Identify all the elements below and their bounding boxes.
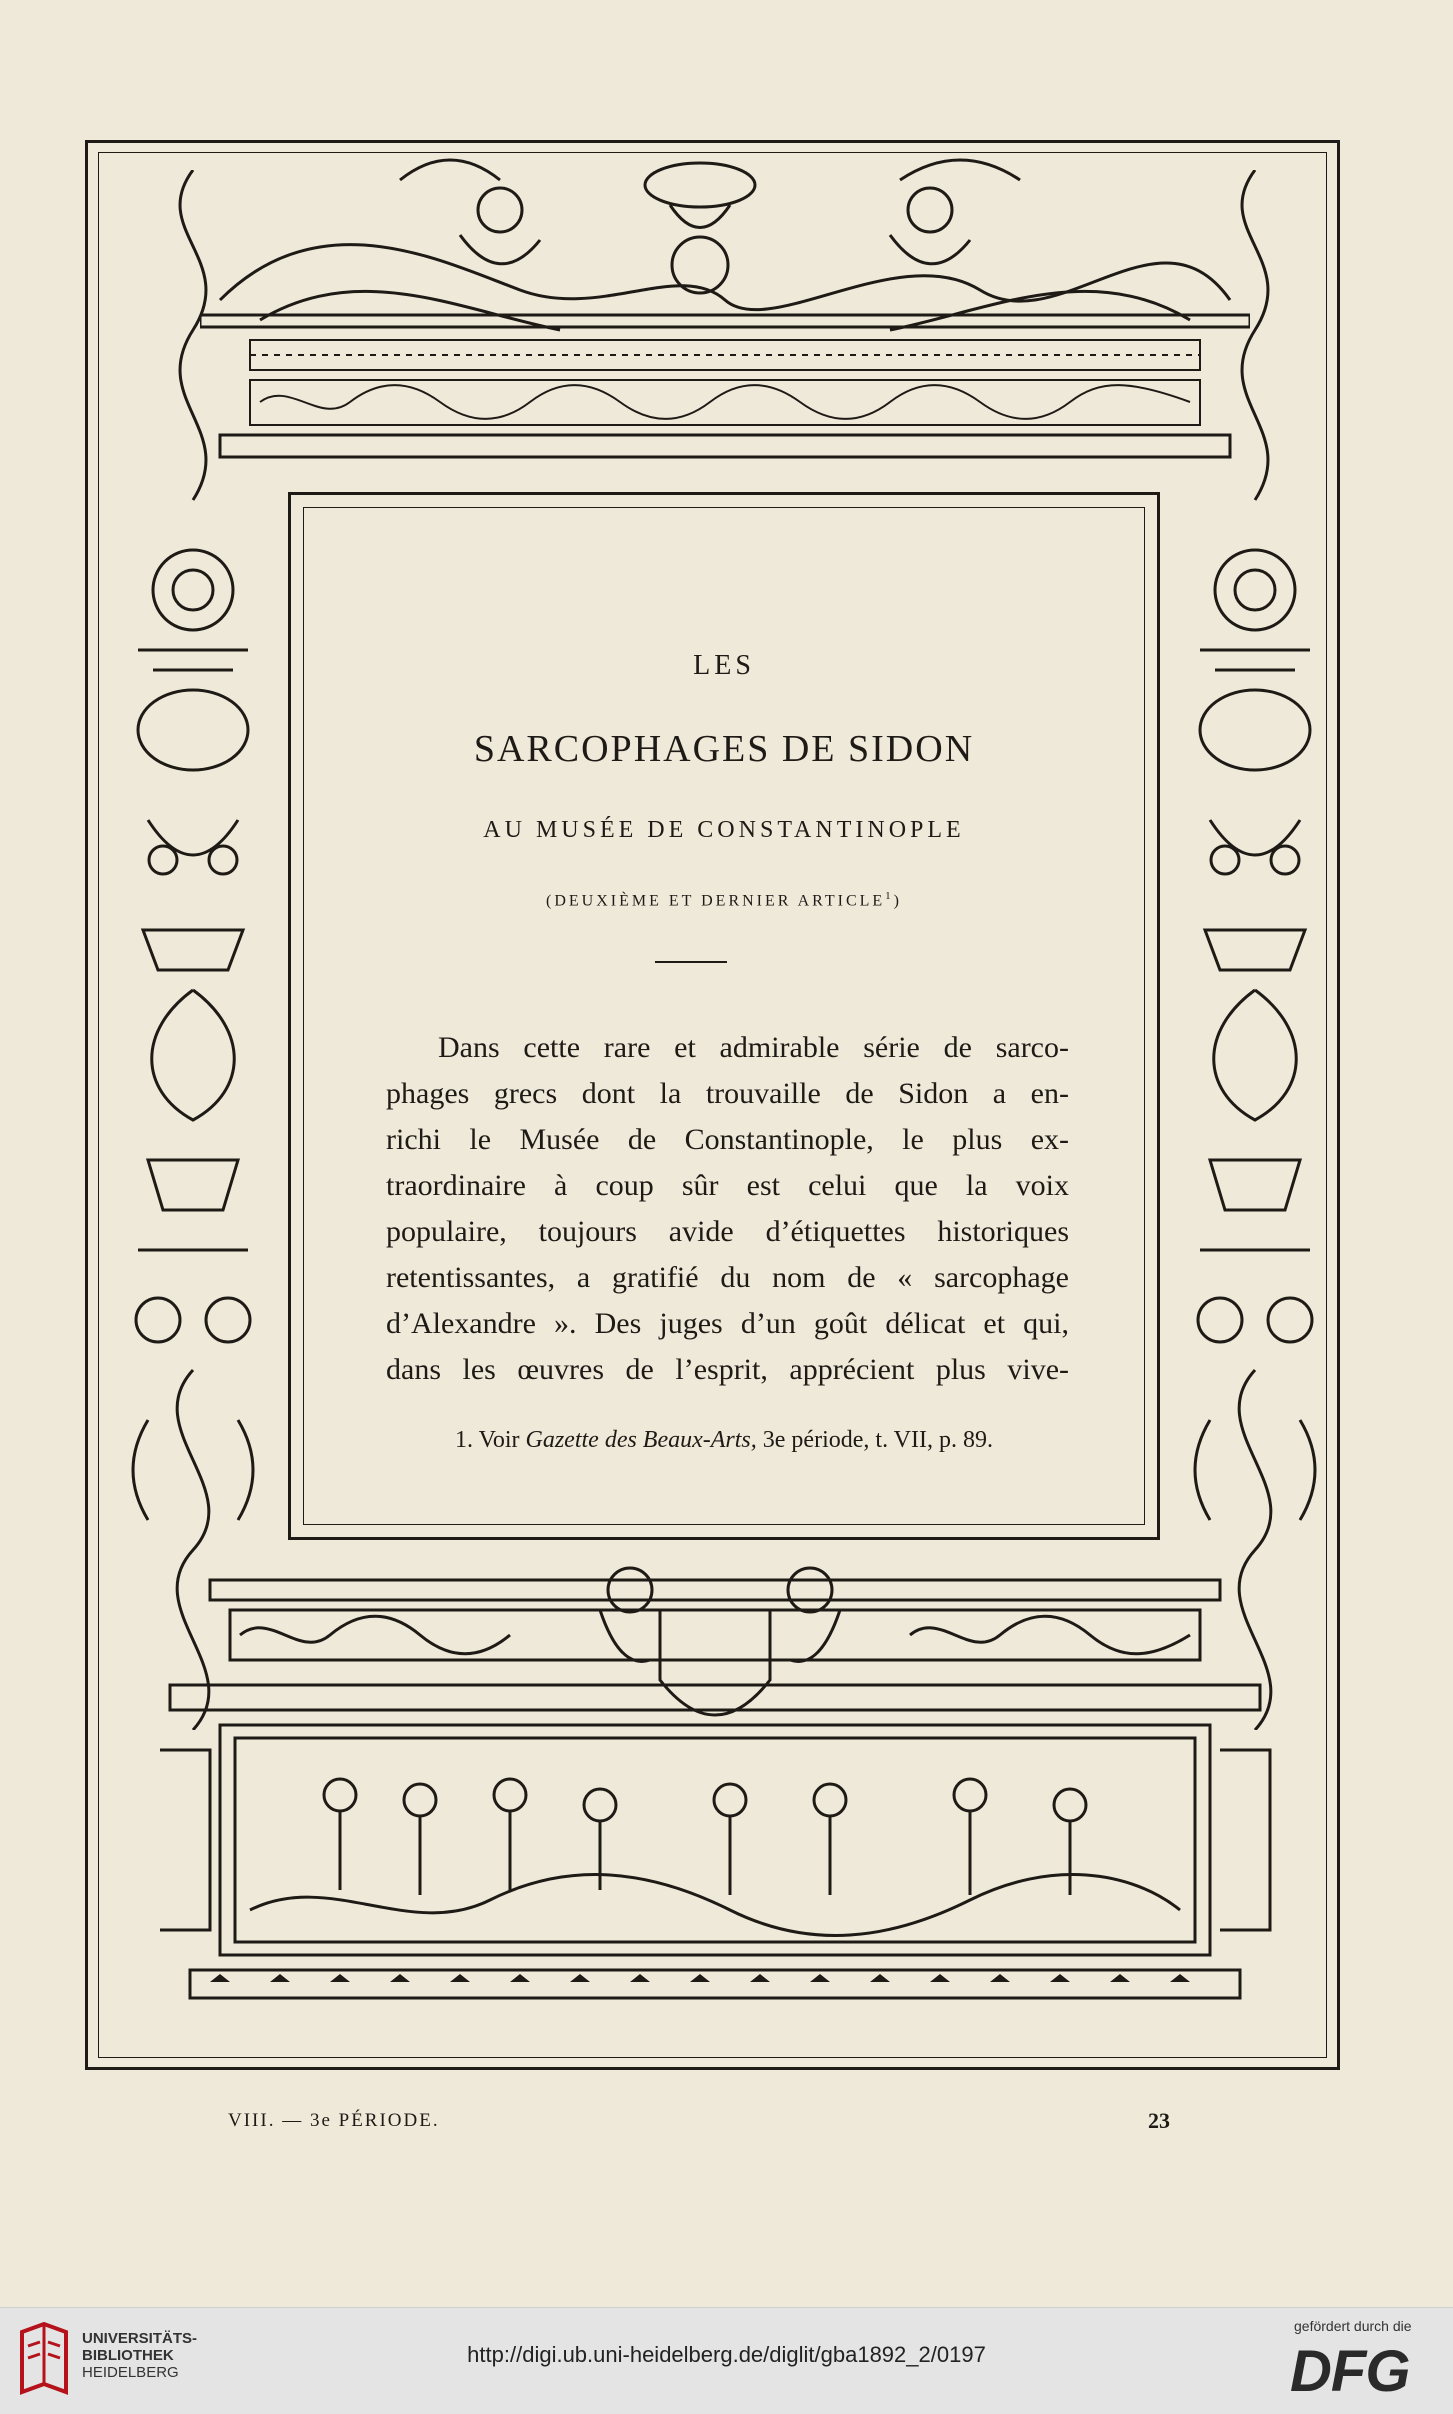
body-line: populaire, toujours avide d’étiquettes historiques [386, 1215, 1069, 1248]
body-line: dans les œuvres de l’esprit, apprécient plus vive- [386, 1353, 1069, 1386]
article-subtitle: AU MUSÉE DE CONSTANTINOPLE [483, 817, 965, 843]
right-pilaster-ornament [1170, 170, 1340, 1730]
footnote-journal-title: Gazette des Beaux-Arts, [525, 1427, 757, 1453]
footnote-marker: 1 [885, 890, 894, 902]
institution-line: UNIVERSITÄTS- [82, 2330, 198, 2347]
dfg-logo[interactable]: DFG [1290, 2339, 1410, 2404]
body-line: d’Alexandre ». Des juges d’un goût délicat et qui, [386, 1307, 1069, 1340]
text-panel [288, 492, 1160, 1540]
page-number: 23 [1148, 2108, 1170, 2133]
body-line: phages grecs dont la trouvaille de Sidon a en- [386, 1077, 1069, 1110]
institution-line: HEIDELBERG [82, 2364, 179, 2381]
sponsor-label: gefördert durch die [1294, 2318, 1412, 2334]
body-line: traordinaire à coup sûr est celui que la voix [386, 1169, 1069, 1202]
institution-line: BIBLIOTHEK [82, 2347, 174, 2364]
article-title: SARCOPHAGES DE SIDON [473, 728, 975, 770]
heading-les: LES [693, 650, 755, 681]
body-line: richi le Musée de Constantinople, le plus ex- [386, 1123, 1069, 1156]
bottom-frieze-engraving [150, 1550, 1280, 2050]
permalink-url[interactable]: http://digi.ub.uni-heidelberg.de/diglit/gba1892_2/0197 [467, 2342, 986, 2367]
top-ornament-engraving [200, 140, 1250, 470]
article-part-label: (DEUXIÈME ET DERNIER ARTICLE$^1$) [546, 890, 902, 910]
article-body [386, 1025, 1069, 1393]
body-line: Dans cette rare et admirable série de sarco- [438, 1031, 1069, 1064]
left-pilaster-ornament [108, 170, 278, 1730]
body-line: retentissantes, a gratifié du nom de « sarcophage [386, 1261, 1069, 1294]
title-separator-rule [655, 961, 727, 963]
volume-period-label: VIII. — 3e PÉRIODE. [228, 2110, 440, 2131]
footnote: 1. Voir Gazette des Beaux-Arts, 3e période, t. VII, p. 89. [455, 1427, 993, 1453]
